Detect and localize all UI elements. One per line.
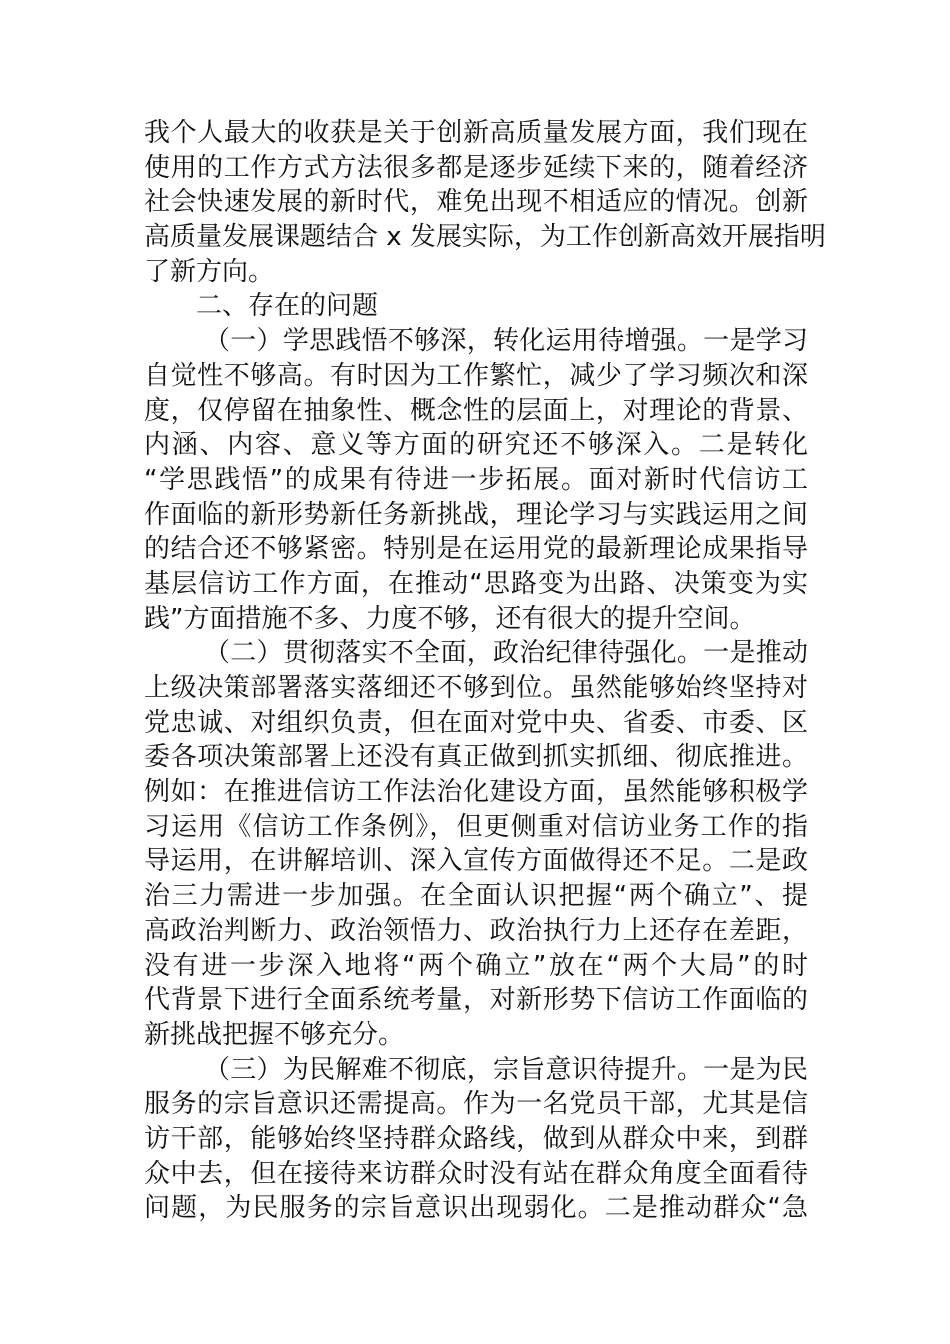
text-line: 委各项决策部署上还没有真正做到抓实抓细、彻底推进。 — [144, 742, 808, 773]
text-line: 度，仅停留在抽象性、概念性的层面上，对理论的背景、 — [144, 395, 808, 426]
section-heading: 二、存在的问题 — [196, 291, 379, 322]
document-page — [144, 116, 826, 1226]
text-line: 例如：在推进信访工作法治化建设方面，虽然能够积极学 — [144, 777, 808, 808]
text-line: 访干部，能够始终坚持群众路线，做到从群众中来，到群 — [144, 1123, 808, 1154]
text-line: 的结合还不够紧密。特别是在运用党的最新理论成果指导 — [144, 534, 808, 565]
text-line: 众中去，但在接待来访群众时没有站在群众角度全面看待 — [144, 1158, 808, 1189]
text-line: 服务的宗旨意识还需提高。作为一名党员干部，尤其是信 — [144, 1089, 808, 1120]
text-line: 导运用，在讲解培训、深入宣传方面做得还不足。二是政 — [144, 846, 808, 877]
text-line: 使用的工作方式方法很多都是逐步延续下来的，随着经济 — [144, 152, 808, 183]
text-line: 作面临的新形势新任务新挑战，理论学习与实践运用之间 — [144, 499, 808, 530]
subsection-heading-line: （三）为民解难不彻底，宗旨意识待提升。一是为民 — [204, 1054, 808, 1085]
text-line: 践”方面措施不多、力度不够，还有很大的提升空间。 — [144, 603, 756, 634]
text-line: 习运用《信访工作条例》，但更侧重对信访业务工作的指 — [144, 811, 808, 842]
text-line: 了新方向。 — [144, 256, 275, 287]
text-line: “学思践悟”的成果有待进一步拓展。面对新时代信访工 — [144, 464, 808, 495]
text-line: 没有进一步深入地将“两个确立”放在“两个大局”的时 — [144, 950, 808, 981]
text-line: 社会快速发展的新时代，难免出现不相适应的情况。创新 — [144, 187, 808, 218]
text-line: 治三力需进一步加强。在全面认识把握“两个确立”、提 — [144, 881, 808, 912]
text-line: 自觉性不够高。有时因为工作繁忙，减少了学习频次和深 — [144, 360, 808, 391]
text-line: 基层信访工作方面，在推动“思路变为出路、决策变为实 — [144, 568, 808, 599]
text-line: 问题，为民服务的宗旨意识出现弱化。二是推动群众“急 — [144, 1193, 808, 1224]
text-line: 新挑战把握不够充分。 — [144, 1019, 405, 1050]
text-line: 内涵、内容、意义等方面的研究还不够深入。二是转化 — [144, 430, 808, 461]
text-line: 高质量发展课题结合 x 发展实际，为工作创新高效开展指明 — [144, 222, 826, 253]
text-line: 高政治判断力、政治领悟力、政治执行力上还存在差距， — [144, 915, 808, 946]
text-line: 党忠诚、对组织负责，但在面对党中央、省委、市委、区 — [144, 707, 808, 738]
text-line: 上级决策部署落实落细还不够到位。虽然能够始终坚持对 — [144, 673, 808, 703]
subsection-heading-line: （二）贯彻落实不全面，政治纪律待强化。一是推动 — [204, 638, 808, 669]
text-line: 代背景下进行全面系统考量，对新形势下信访工作面临的 — [144, 985, 808, 1016]
text-line: 我个人最大的收获是关于创新高质量发展方面，我们现在 — [144, 118, 808, 148]
subsection-heading-line: （一）学思践悟不够深，转化运用待增强。一是学习 — [204, 326, 808, 357]
